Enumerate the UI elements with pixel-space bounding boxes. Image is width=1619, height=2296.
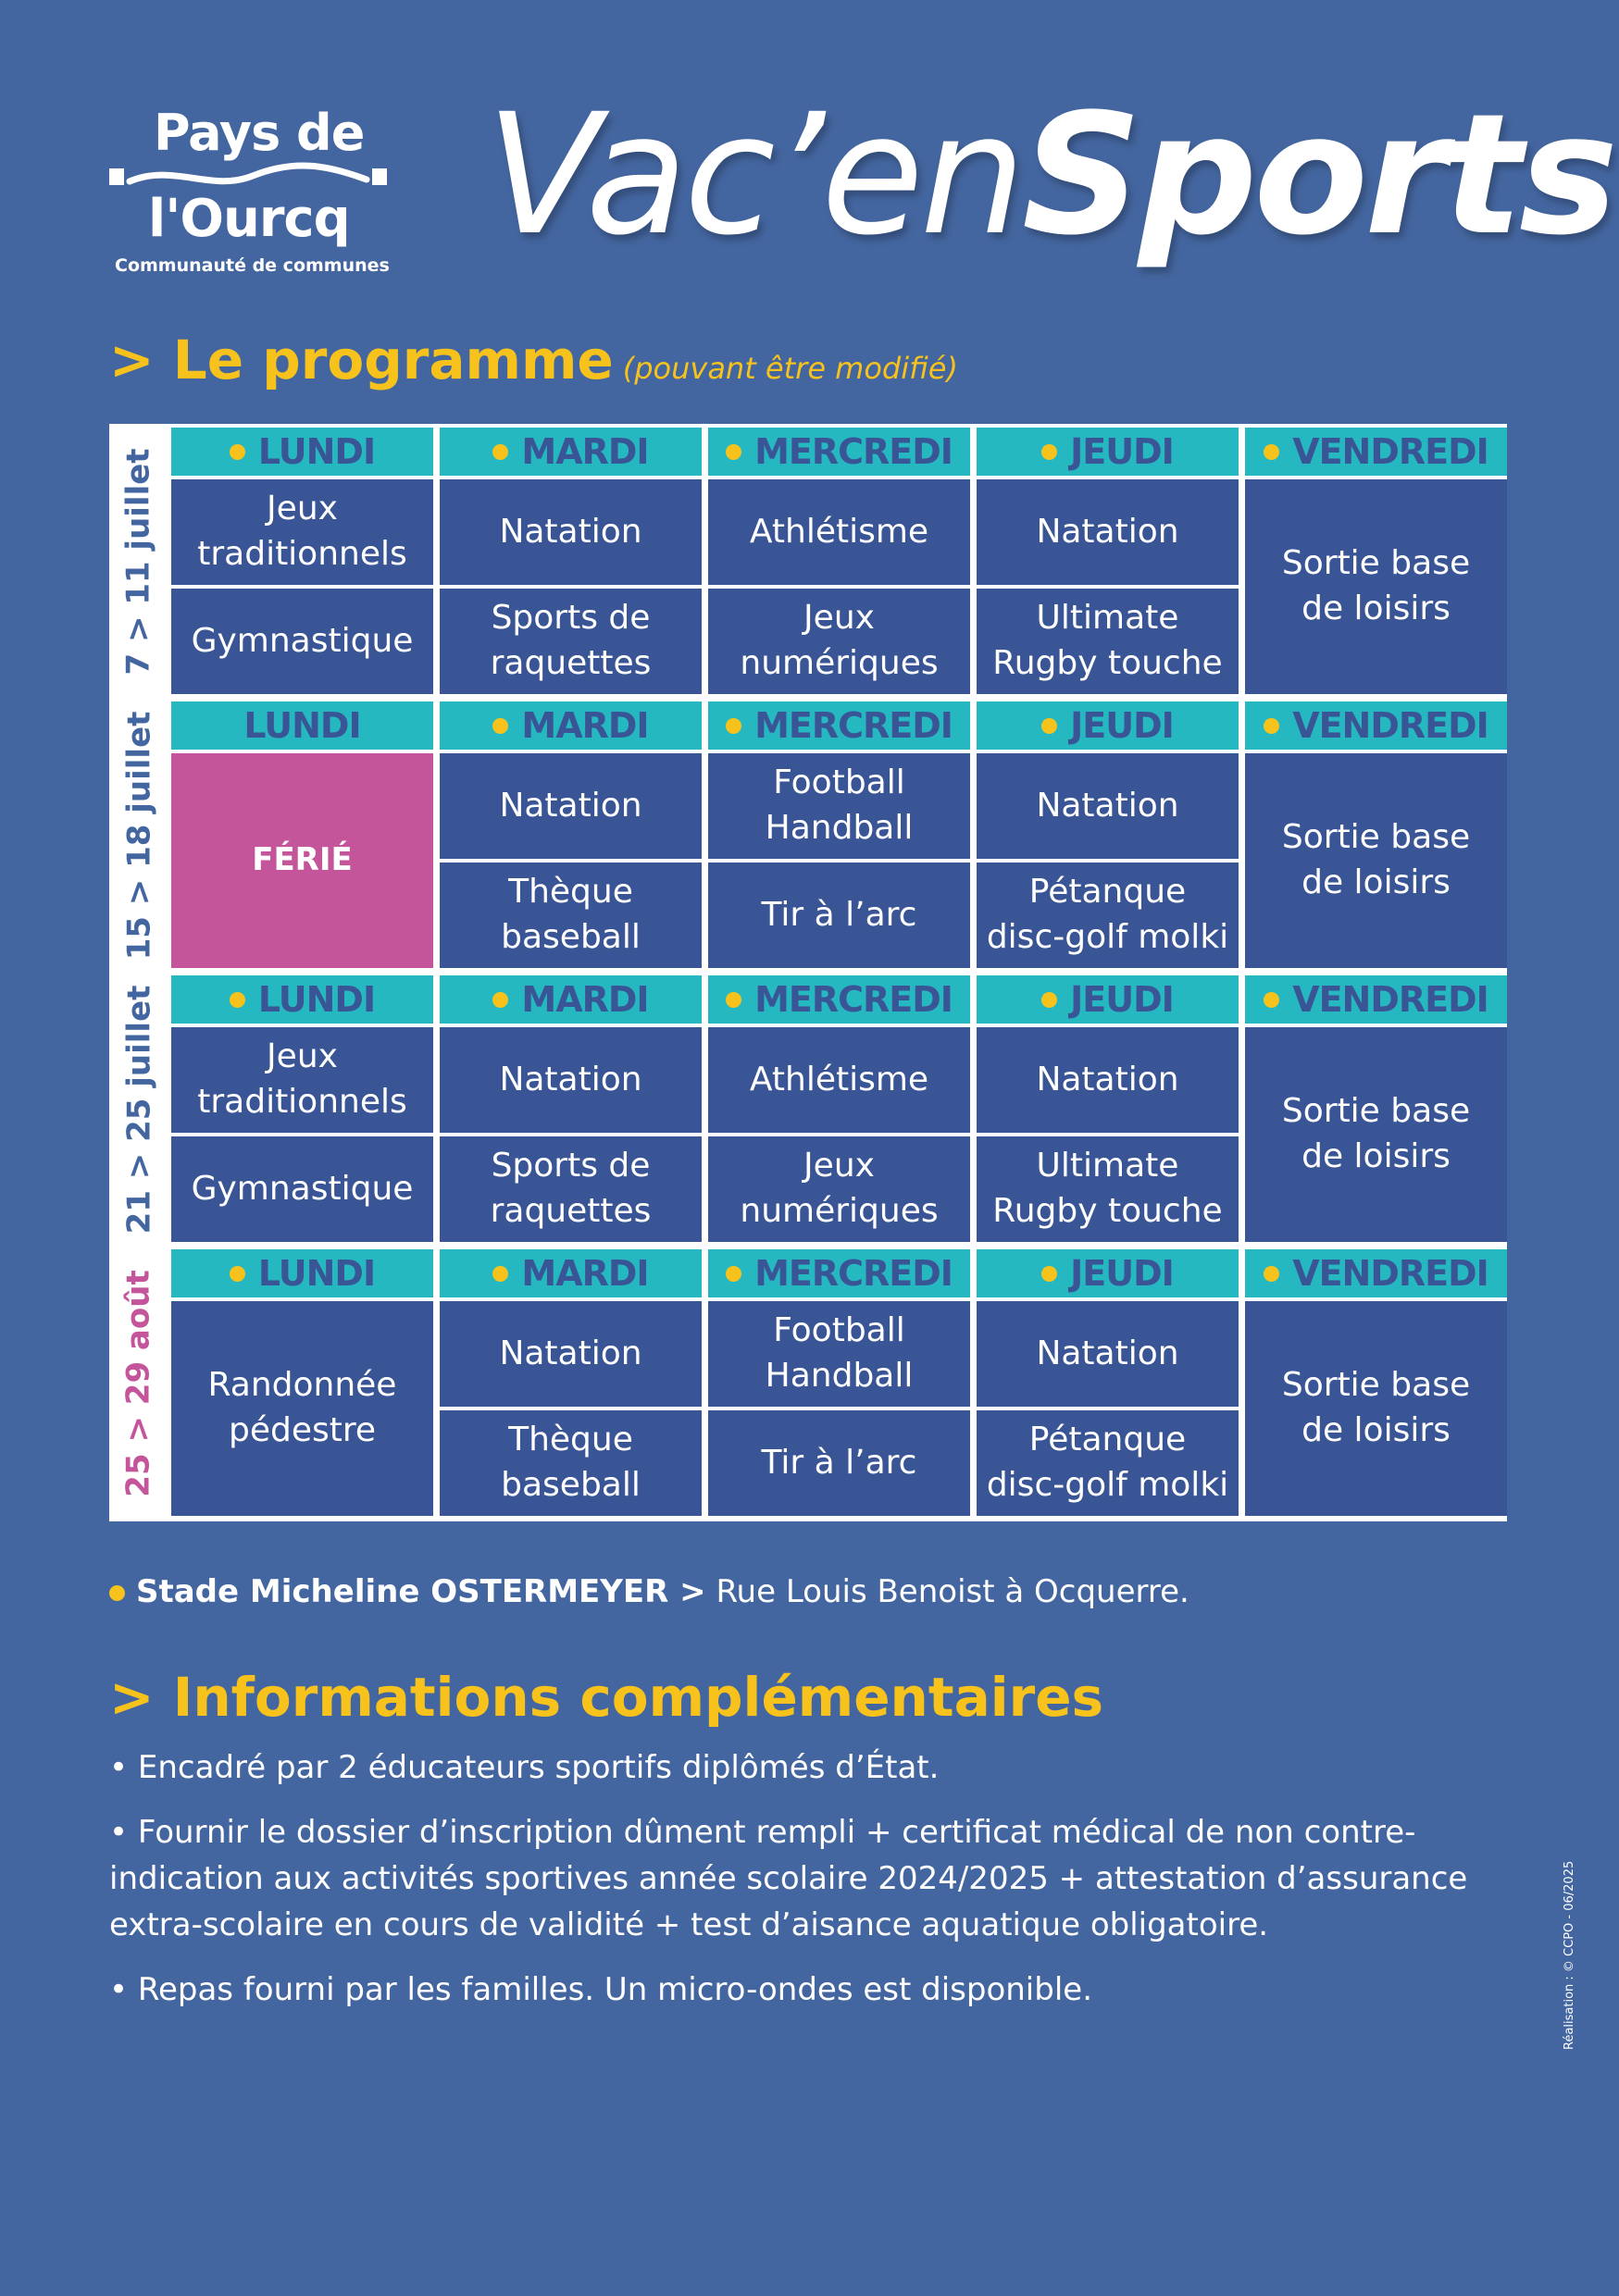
bullet-dot-icon [1264, 718, 1279, 734]
day-header [708, 428, 970, 476]
activity-cell: Sortie base de loisirs [1245, 479, 1507, 694]
title-part-1: Vac’en [486, 79, 1022, 272]
bullet-dot-icon [492, 718, 508, 734]
info-heading: > Informations complémentaires [109, 1666, 1104, 1729]
activity-cell: Football Handball [708, 1301, 970, 1407]
activity-cell: Sortie base de loisirs [1245, 753, 1507, 968]
day-name: JEUDI [1070, 431, 1174, 472]
day-name: LUNDI [257, 431, 376, 472]
week-label [113, 1249, 165, 1518]
day-header [1245, 975, 1507, 1024]
day-header [977, 975, 1239, 1024]
page-title [486, 79, 1615, 272]
day-name: MERCREDI [754, 979, 953, 1020]
day-name: VENDREDI [1292, 705, 1488, 746]
day-header [708, 701, 970, 750]
day-name: LUNDI [257, 1253, 376, 1294]
day-name: JEUDI [1070, 979, 1174, 1020]
activity-cell: Jeux traditionnels [171, 1027, 433, 1133]
day-name: VENDREDI [1292, 1253, 1488, 1294]
bullet-dot-icon [726, 992, 741, 1008]
day-header [1245, 1249, 1507, 1297]
activity-cell: Natation [977, 1027, 1239, 1133]
bullet-dot-icon [1264, 444, 1279, 460]
bullet-dot-icon [492, 992, 508, 1008]
stade-address: Rue Louis Benoist à Ocquerre. [705, 1573, 1189, 1610]
bullet-dot-icon [492, 1266, 508, 1282]
day-header [1245, 701, 1507, 750]
activity-cell: Sortie base de loisirs [1245, 1027, 1507, 1242]
info-bullet: • Encadré par 2 éducateurs sportifs diplômés d’État. [109, 1749, 940, 1786]
activity-cell: Athlétisme [708, 479, 970, 585]
day-header [171, 975, 433, 1024]
logo-line-3: Communauté de communes [115, 255, 390, 276]
day-header [708, 1249, 970, 1297]
day-header [977, 1249, 1239, 1297]
day-name: MARDI [521, 431, 649, 472]
week-label [113, 428, 165, 696]
day-header [440, 1249, 702, 1297]
activity-cell: Natation [440, 1027, 702, 1133]
day-header [171, 1249, 433, 1297]
day-name: MARDI [521, 705, 649, 746]
bullet-dot-icon [1264, 992, 1279, 1008]
activity-cell: Thèque baseball [440, 863, 702, 968]
bullet-dot-icon [1041, 1266, 1057, 1282]
info-bullet: • Repas fourni par les familles. Un micro-ondes est disponible. [109, 1971, 1093, 2008]
activity-cell: Jeux numériques [708, 1136, 970, 1242]
bullet-dot-icon [726, 1266, 741, 1282]
activity-cell: Natation [977, 1301, 1239, 1407]
programme-table [109, 424, 1507, 1521]
day-name: MARDI [521, 979, 649, 1020]
activity-cell: Natation [440, 1301, 702, 1407]
bullet-dot-icon [492, 444, 508, 460]
logo [109, 104, 390, 279]
bullet-dot-icon [1041, 718, 1057, 734]
holiday-cell: FÉRIÉ [171, 753, 433, 968]
activity-cell: Ultimate Rugby touche [977, 1136, 1239, 1242]
activity-cell: Natation [977, 753, 1239, 859]
activity-cell: Natation [440, 753, 702, 859]
bullet-dot-icon [109, 1585, 125, 1601]
logo-line-2: l'Ourcq [148, 189, 350, 249]
activity-cell: Pétanque disc-golf molki [977, 863, 1239, 968]
week-label-text: 15 > 18 juillet [120, 711, 158, 961]
activity-cell: Tir à l’arc [708, 1410, 970, 1516]
activity-cell: Thèque baseball [440, 1410, 702, 1516]
day-name: MARDI [521, 1253, 649, 1294]
week-label [113, 975, 165, 1244]
day-header [440, 428, 702, 476]
stade-line [109, 1573, 1189, 1610]
week-label [113, 701, 165, 970]
activity-cell: Tir à l’arc [708, 863, 970, 968]
day-name: LUNDI [243, 705, 361, 746]
logo-line-1: Pays de [154, 104, 365, 162]
week-label-text: 7 > 11 juillet [120, 448, 158, 676]
bullet-dot-icon [230, 992, 245, 1008]
day-header [977, 701, 1239, 750]
activity-cell: Jeux numériques [708, 589, 970, 694]
bullet-dot-icon [726, 718, 741, 734]
bullet-dot-icon [726, 444, 741, 460]
activity-cell: Ultimate Rugby touche [977, 589, 1239, 694]
bullet-dot-icon [230, 1266, 245, 1282]
credit: Réalisation : © CCPO - 06/2025 [1563, 1860, 1576, 2050]
day-header [977, 428, 1239, 476]
activity-cell: Sortie base de loisirs [1245, 1301, 1507, 1516]
activity-cell: Athlétisme [708, 1027, 970, 1133]
day-name: JEUDI [1070, 1253, 1174, 1294]
day-name: VENDREDI [1292, 431, 1488, 472]
activity-cell: Gymnastique [171, 589, 433, 694]
day-name: JEUDI [1070, 705, 1174, 746]
week-label-text: 25 > 29 août [120, 1270, 158, 1497]
info-list [109, 1744, 1507, 2031]
activity-cell: Randonnée pédestre [171, 1301, 433, 1516]
day-header [440, 975, 702, 1024]
day-name: LUNDI [257, 979, 376, 1020]
activity-cell: Pétanque disc-golf molki [977, 1410, 1239, 1516]
programme-heading [109, 329, 958, 391]
programme-heading-text: > Le programme [109, 329, 614, 391]
day-name: MERCREDI [754, 705, 953, 746]
activity-cell: Gymnastique [171, 1136, 433, 1242]
week-label-text: 21 > 25 juillet [120, 985, 158, 1235]
stade-name: Stade Micheline OSTERMEYER > [136, 1573, 706, 1610]
bullet-dot-icon [230, 444, 245, 460]
activity-cell: Sports de raquettes [440, 589, 702, 694]
title-part-2: Sports [1021, 79, 1615, 272]
day-name: VENDREDI [1292, 979, 1488, 1020]
bullet-dot-icon [1041, 992, 1057, 1008]
day-header [708, 975, 970, 1024]
activity-cell: Jeux traditionnels [171, 479, 433, 585]
day-header [171, 701, 433, 750]
programme-note: (pouvant être modifié) [622, 351, 958, 386]
day-header [171, 428, 433, 476]
activity-cell: Football Handball [708, 753, 970, 859]
day-header [1245, 428, 1507, 476]
day-header [440, 701, 702, 750]
activity-cell: Sports de raquettes [440, 1136, 702, 1242]
info-bullet: • Fournir le dossier d’inscription dûment rempli + certificat médical de non contre-indication aux activités sportives année scolaire 2024/2025 + attestation d’assurance extra-scolaire en cours de validité + test d’aisance aquatique obligatoire. [109, 1814, 1468, 1943]
bullet-dot-icon [1264, 1266, 1279, 1282]
day-name: MERCREDI [754, 1253, 953, 1294]
day-name: MERCREDI [754, 431, 953, 472]
bullet-dot-icon [1041, 444, 1057, 460]
activity-cell: Natation [440, 479, 702, 585]
activity-cell: Natation [977, 479, 1239, 585]
